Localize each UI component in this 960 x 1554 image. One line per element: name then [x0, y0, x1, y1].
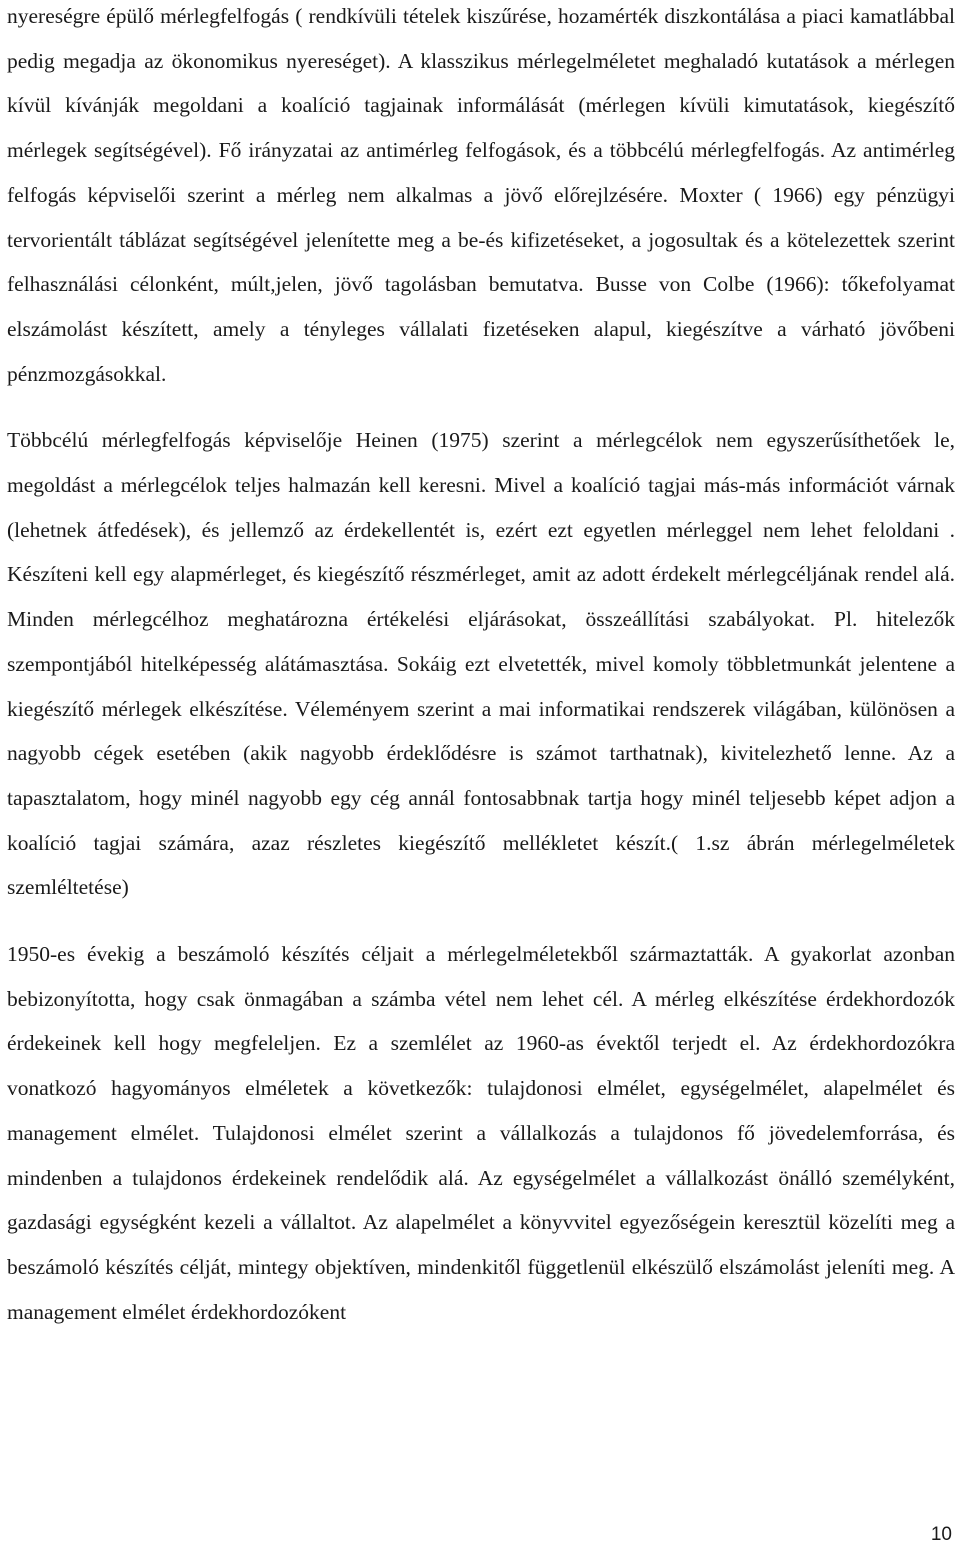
page-number: 10: [930, 1524, 952, 1545]
paragraph-balance-theories: nyereségre épülő mérlegfelfogás ( rendkívüli tételek kiszűrése, hozamérték diszkontálása a piaci kamatlábbal pedig megadja az ökonomikus nyereséget). A klasszikus mérlegelméletet meghaladó kutatások a mérlegen kívül kívánják megoldani a koalíció tagjainak informálását (mérlegen kívüli kimutatások, kiegészítő mérlegek segítségével). Fő irányzatai az antimérleg felfogások, és a többcélú mérlegfelfogás. Az antimérleg felfogás képviselői szerint a mérleg nem alkalmas a jövő előrejlzésére. Moxter ( 1966) egy pénzügyi tervorientált táblázat segítségével jelenítette meg a be-és kifizetéseket, a jogosultak és a kötelezettek szerint felhasználási célonként, múlt,jelen, jövő tagolásban bemutatva. Busse von Colbe (1966): tőkefolyamat elszámolást készített, amely a tényleges vállalati fizetéseken alapul, kiegészítve a várható jövőbeni pénzmozgásokkal.: [7, 4, 955, 386]
paragraph-stakeholder-theories: 1950-es évekig a beszámoló készítés céljait a mérlegelméletekből származtatták. A gyakorlat azonban bebizonyította, hogy csak önmagában a számba vétel nem lehet cél. A mérleg elkészítése érdekhordozók érdekeinek kell hogy megfeleljen. Ez a szemlélet az 1960-as évektől terjedt el. Az érdekhordozókra vonatkozó hagyományos elméletek a következők: tulajdonosi elmélet, egységelmélet, alapelmélet és management elmélet. Tulajdonosi elmélet szerint a vállalkozás a tulajdonos fő jövedelemforrása, és mindenben a tulajdonos érdekeinek rendelődik alá. Az egységelmélet a vállalkozást önálló személyként, gazdasági egységként kezeli a vállaltot. Az alapelmélet a könyvvitel egyezőségein keresztül közelíti meg a beszámoló készítés célját, mintegy objektíven, mindenkitől függetlenül elkészülő elszámolást jeleníti meg. A management elmélet érdekhordozókent: [7, 942, 955, 1324]
paragraph-multipurpose-balance: Többcélú mérlegfelfogás képviselője Heinen (1975) szerint a mérlegcélok nem egyszerűsíthetőek le, megoldást a mérlegcélok teljes halmazán kell keresni. Mivel a koalíció tagjai más-más információt várnak (lehetnek átfedések), és jellemző az érdekellentét is, ezért ezt egyetlen mérleggel nem lehet feloldani . Készíteni kell egy alapmérleget, és kiegészítő részmérleget, amit az adott érdekelt mérlegcéljának rendel alá. Minden mérlegcélhoz meghatározna értékelési eljárásokat, összeállítási szabályokat. Pl. hitelezők szempontjából hitelképesség alátámasztása. Sokáig ezt elvetették, mivel komoly többletmunkát jelentene a kiegészítő mérlegek elkészítése. Véleményem szerint a mai informatikai rendszerek világában, különösen a nagyobb cégek esetében (akik nagyobb érdeklődésre is számot tarthatnak), kivitelezhető lenne. Az a tapasztalatom, hogy minél nagyobb egy cég annál fontosabbnak tartja hogy minél teljesebb képet adjon a koalíció tagjai számára, azaz részletes kiegészítő mellékletet készít.( 1.sz ábrán mérlegelméletek szemléltetése): [7, 428, 955, 900]
document-page: [7, 0, 955, 1334]
